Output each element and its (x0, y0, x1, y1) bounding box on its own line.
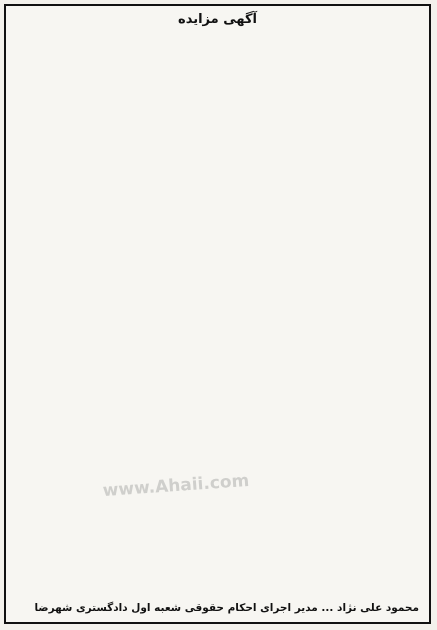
signature-line: محمود علی نژاد ... مدیر اجرای احکام حقوقی شعبه اول دادگستری شهرضا (34, 602, 419, 614)
auction-notice (4, 4, 431, 624)
watermark: www.Ahaii.com (102, 470, 250, 502)
notice-title: آگهی مزایده (178, 12, 257, 27)
notice-body (16, 32, 419, 590)
